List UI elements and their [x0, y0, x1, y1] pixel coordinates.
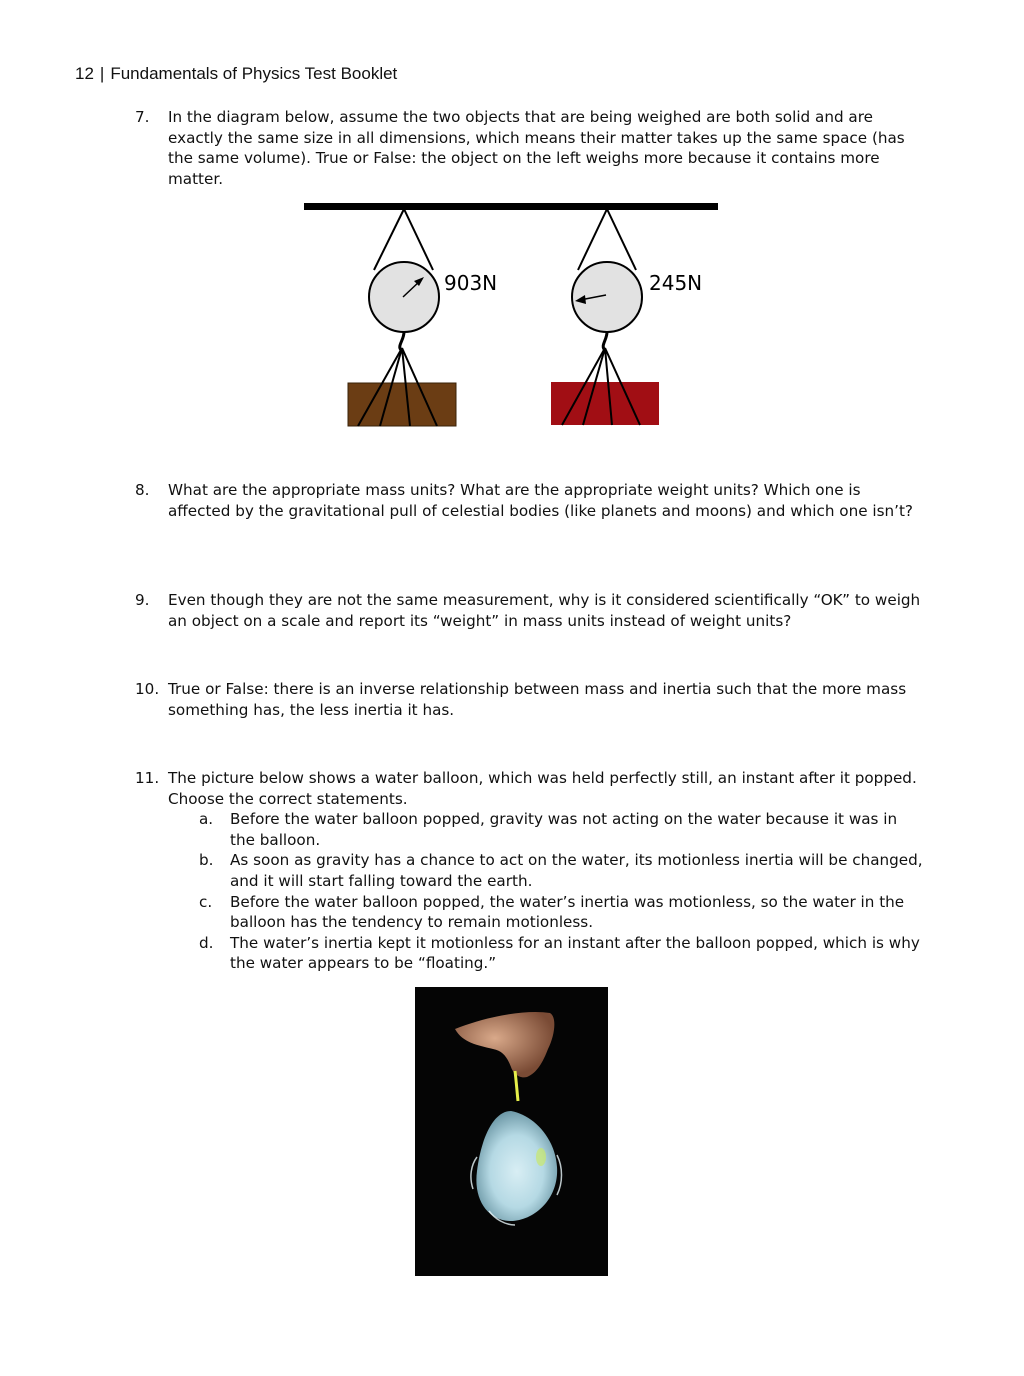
- question-8: [135, 480, 925, 521]
- question-number: 11.: [135, 769, 160, 787]
- water-balloon-photo: [415, 987, 608, 1276]
- question-number: 7.: [135, 108, 150, 126]
- right-block: [551, 382, 659, 425]
- answer-option-b: [197, 850, 925, 891]
- option-letter: a.: [199, 810, 214, 829]
- question-7: [135, 107, 925, 189]
- right-scale-reading: 245N: [649, 271, 703, 295]
- answer-option-c: [197, 892, 925, 933]
- question-text: What are the appropriate mass units? What are the appropriate weight units? Which one is affected by the gravitational pull of celestial bodies (like planets and moons) and which one isn’t?: [168, 481, 913, 520]
- page-number: 12: [75, 64, 94, 83]
- answer-option-a: [197, 809, 925, 850]
- option-letter: d.: [199, 933, 214, 952]
- right-scale: [551, 209, 702, 425]
- left-scale-reading: 903N: [444, 271, 498, 295]
- option-text: Before the water balloon popped, gravity was not acting on the water because it was in the balloon.: [230, 810, 898, 849]
- scales-diagram: [300, 198, 725, 434]
- question-9: [135, 590, 925, 631]
- question-text: In the diagram below, assume the two objects that are being weighed are both solid and are exactly the same size in all dimensions, which means their matter takes up the same space (has the same volume). True or False: the object on the left weighs more because it contains more matter.: [168, 108, 905, 188]
- question-text: True or False: there is an inverse relationship between mass and inertia such that the more mass something has, the less inertia it has.: [168, 680, 907, 719]
- header-separator: |: [99, 64, 105, 83]
- booklet-title: Fundamentals of Physics Test Booklet: [110, 64, 398, 83]
- question-10: [135, 679, 925, 720]
- option-letter: b.: [199, 851, 214, 870]
- answer-option-d: [197, 933, 925, 974]
- page-header: [75, 64, 397, 84]
- left-scale: [348, 209, 497, 426]
- question-11: [135, 768, 925, 974]
- option-letter: c.: [199, 892, 213, 911]
- question-text: The picture below shows a water balloon, which was held perfectly still, an instant after it popped. Choose the correct statements.: [168, 769, 917, 808]
- answer-options: [197, 809, 925, 974]
- hand: [455, 1012, 554, 1077]
- option-text: The water’s inertia kept it motionless for an instant after the balloon popped, which is why the water appears to be “floating.”: [230, 933, 920, 973]
- option-text: Before the water balloon popped, the water’s inertia was motionless, so the water in the balloon has the tendency to remain motionless.: [230, 892, 905, 932]
- option-text: As soon as gravity has a chance to act on the water, its motionless inertia will be changed, and it will start falling toward the earth.: [230, 851, 923, 890]
- question-number: 8.: [135, 481, 150, 499]
- support-beam: [304, 203, 718, 210]
- question-number: 10.: [135, 680, 160, 698]
- left-block: [348, 383, 456, 426]
- water-balloon: [476, 1111, 557, 1221]
- question-text: Even though they are not the same measurement, why is it considered scientifically “OK” to weigh an object on a scale and report its “weight” in mass units instead of weight units?: [168, 591, 921, 630]
- question-number: 9.: [135, 591, 150, 609]
